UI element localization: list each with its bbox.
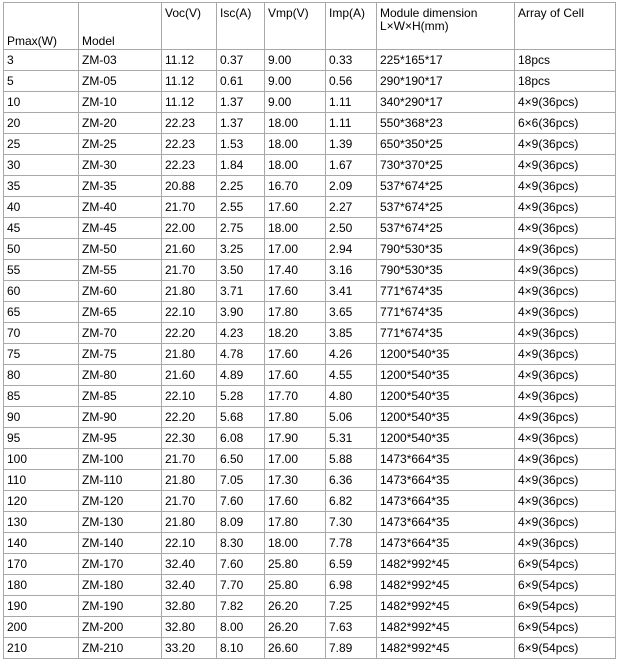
cell-voc: 22.00: [162, 218, 217, 239]
table-row: [4, 176, 616, 197]
cell-isc: 8.30: [217, 533, 265, 554]
cell-voc: 21.80: [162, 470, 217, 491]
cell-array-of-cell: 4×9(36pcs): [515, 239, 616, 260]
cell-voc: 22.20: [162, 323, 217, 344]
table-row: [4, 407, 616, 428]
cell-vmp: 17.40: [265, 260, 326, 281]
cell-isc: 3.90: [217, 302, 265, 323]
header-isc: Isc(A): [217, 3, 265, 50]
cell-isc: 0.61: [217, 71, 265, 92]
cell-module-dimension: 790*530*35: [377, 260, 515, 281]
table-row: [4, 281, 616, 302]
cell-isc: 7.60: [217, 491, 265, 512]
cell-voc: 22.23: [162, 134, 217, 155]
cell-isc: 1.37: [217, 113, 265, 134]
cell-isc: 6.50: [217, 449, 265, 470]
cell-vmp: 17.00: [265, 449, 326, 470]
table-row: [4, 239, 616, 260]
cell-voc: 22.10: [162, 386, 217, 407]
solar-module-spec-table: [3, 2, 616, 659]
cell-pmax: 85: [4, 386, 79, 407]
cell-vmp: 25.80: [265, 554, 326, 575]
cell-module-dimension: 650*350*25: [377, 134, 515, 155]
cell-module-dimension: 1473*664*35: [377, 491, 515, 512]
cell-module-dimension: 730*370*25: [377, 155, 515, 176]
table-row: [4, 512, 616, 533]
cell-array-of-cell: 4×9(36pcs): [515, 155, 616, 176]
cell-imp: 7.25: [326, 596, 377, 617]
cell-model: ZM-90: [79, 407, 162, 428]
cell-array-of-cell: 4×9(36pcs): [515, 407, 616, 428]
cell-model: ZM-130: [79, 512, 162, 533]
cell-pmax: 80: [4, 365, 79, 386]
cell-imp: 0.33: [326, 50, 377, 71]
cell-voc: 21.70: [162, 260, 217, 281]
cell-isc: 4.78: [217, 344, 265, 365]
table-row: [4, 50, 616, 71]
cell-model: ZM-180: [79, 575, 162, 596]
cell-voc: 20.88: [162, 176, 217, 197]
header-imp: Imp(A): [326, 3, 377, 50]
cell-pmax: 55: [4, 260, 79, 281]
cell-module-dimension: 340*290*17: [377, 92, 515, 113]
cell-imp: 0.56: [326, 71, 377, 92]
table-row: [4, 617, 616, 638]
cell-array-of-cell: 4×9(36pcs): [515, 491, 616, 512]
table-body: [4, 50, 616, 659]
cell-module-dimension: 771*674*35: [377, 281, 515, 302]
cell-vmp: 9.00: [265, 92, 326, 113]
cell-vmp: 17.30: [265, 470, 326, 491]
header-array-of-cell: Array of Cell: [515, 3, 616, 50]
cell-voc: 32.40: [162, 554, 217, 575]
cell-voc: 21.80: [162, 512, 217, 533]
cell-voc: 22.23: [162, 155, 217, 176]
cell-voc: 32.80: [162, 617, 217, 638]
cell-module-dimension: 537*674*25: [377, 197, 515, 218]
cell-array-of-cell: 4×9(36pcs): [515, 92, 616, 113]
cell-vmp: 17.60: [265, 281, 326, 302]
cell-array-of-cell: 4×9(36pcs): [515, 344, 616, 365]
cell-voc: 11.12: [162, 71, 217, 92]
cell-module-dimension: 771*674*35: [377, 302, 515, 323]
table-row: [4, 344, 616, 365]
cell-pmax: 170: [4, 554, 79, 575]
cell-pmax: 210: [4, 638, 79, 659]
cell-imp: 1.11: [326, 92, 377, 113]
cell-imp: 5.06: [326, 407, 377, 428]
cell-array-of-cell: 4×9(36pcs): [515, 176, 616, 197]
cell-isc: 0.37: [217, 50, 265, 71]
table-row: [4, 533, 616, 554]
cell-voc: 11.12: [162, 92, 217, 113]
cell-imp: 1.67: [326, 155, 377, 176]
cell-module-dimension: 225*165*17: [377, 50, 515, 71]
cell-imp: 1.11: [326, 113, 377, 134]
cell-isc: 1.37: [217, 92, 265, 113]
cell-model: ZM-85: [79, 386, 162, 407]
cell-pmax: 65: [4, 302, 79, 323]
cell-vmp: 17.60: [265, 491, 326, 512]
cell-voc: 22.20: [162, 407, 217, 428]
cell-voc: 21.80: [162, 281, 217, 302]
cell-isc: 8.10: [217, 638, 265, 659]
cell-array-of-cell: 4×9(36pcs): [515, 260, 616, 281]
cell-imp: 3.85: [326, 323, 377, 344]
cell-isc: 5.28: [217, 386, 265, 407]
cell-imp: 7.63: [326, 617, 377, 638]
cell-vmp: 17.70: [265, 386, 326, 407]
cell-array-of-cell: 4×9(36pcs): [515, 449, 616, 470]
cell-vmp: 16.70: [265, 176, 326, 197]
cell-array-of-cell: 4×9(36pcs): [515, 365, 616, 386]
cell-voc: 21.60: [162, 239, 217, 260]
cell-model: ZM-65: [79, 302, 162, 323]
cell-model: ZM-30: [79, 155, 162, 176]
cell-vmp: 18.00: [265, 155, 326, 176]
cell-pmax: 35: [4, 176, 79, 197]
cell-model: ZM-110: [79, 470, 162, 491]
cell-isc: 1.84: [217, 155, 265, 176]
cell-voc: 21.70: [162, 491, 217, 512]
cell-imp: 7.78: [326, 533, 377, 554]
cell-pmax: 90: [4, 407, 79, 428]
cell-vmp: 17.80: [265, 407, 326, 428]
table-row: [4, 302, 616, 323]
cell-model: ZM-45: [79, 218, 162, 239]
table-row: [4, 260, 616, 281]
table-row: [4, 71, 616, 92]
cell-model: ZM-200: [79, 617, 162, 638]
cell-model: ZM-40: [79, 197, 162, 218]
cell-vmp: 18.00: [265, 533, 326, 554]
cell-model: ZM-120: [79, 491, 162, 512]
cell-model: ZM-210: [79, 638, 162, 659]
cell-imp: 5.88: [326, 449, 377, 470]
cell-module-dimension: 1482*992*45: [377, 617, 515, 638]
cell-vmp: 26.20: [265, 596, 326, 617]
cell-array-of-cell: 4×9(36pcs): [515, 134, 616, 155]
cell-vmp: 17.80: [265, 512, 326, 533]
cell-model: ZM-75: [79, 344, 162, 365]
cell-pmax: 60: [4, 281, 79, 302]
table-row: [4, 365, 616, 386]
cell-module-dimension: 771*674*35: [377, 323, 515, 344]
table-row: [4, 134, 616, 155]
cell-vmp: 9.00: [265, 71, 326, 92]
cell-imp: 3.41: [326, 281, 377, 302]
cell-voc: 22.10: [162, 533, 217, 554]
cell-module-dimension: 550*368*23: [377, 113, 515, 134]
cell-imp: 7.89: [326, 638, 377, 659]
cell-pmax: 45: [4, 218, 79, 239]
cell-imp: 3.16: [326, 260, 377, 281]
cell-model: ZM-60: [79, 281, 162, 302]
cell-voc: 21.70: [162, 197, 217, 218]
cell-imp: 3.65: [326, 302, 377, 323]
cell-module-dimension: 1200*540*35: [377, 386, 515, 407]
cell-vmp: 17.00: [265, 239, 326, 260]
cell-voc: 21.60: [162, 365, 217, 386]
cell-array-of-cell: 4×9(36pcs): [515, 302, 616, 323]
cell-imp: 4.80: [326, 386, 377, 407]
cell-model: ZM-80: [79, 365, 162, 386]
cell-vmp: 25.80: [265, 575, 326, 596]
cell-model: ZM-140: [79, 533, 162, 554]
cell-array-of-cell: 4×9(36pcs): [515, 533, 616, 554]
cell-imp: 4.26: [326, 344, 377, 365]
header-vmp: Vmp(V): [265, 3, 326, 50]
cell-voc: 11.12: [162, 50, 217, 71]
cell-model: ZM-50: [79, 239, 162, 260]
cell-voc: 33.20: [162, 638, 217, 659]
cell-model: ZM-20: [79, 113, 162, 134]
table-row: [4, 386, 616, 407]
table-row: [4, 323, 616, 344]
cell-imp: 2.09: [326, 176, 377, 197]
cell-pmax: 95: [4, 428, 79, 449]
cell-module-dimension: 1482*992*45: [377, 575, 515, 596]
cell-vmp: 18.00: [265, 218, 326, 239]
cell-array-of-cell: 6×9(54pcs): [515, 596, 616, 617]
cell-vmp: 18.20: [265, 323, 326, 344]
cell-model: ZM-100: [79, 449, 162, 470]
cell-pmax: 5: [4, 71, 79, 92]
cell-module-dimension: 1200*540*35: [377, 407, 515, 428]
cell-isc: 7.70: [217, 575, 265, 596]
cell-module-dimension: 537*674*25: [377, 176, 515, 197]
cell-pmax: 40: [4, 197, 79, 218]
cell-isc: 2.55: [217, 197, 265, 218]
cell-imp: 6.36: [326, 470, 377, 491]
cell-model: ZM-70: [79, 323, 162, 344]
cell-model: ZM-25: [79, 134, 162, 155]
cell-model: ZM-170: [79, 554, 162, 575]
cell-isc: 8.09: [217, 512, 265, 533]
cell-pmax: 100: [4, 449, 79, 470]
cell-array-of-cell: 18pcs: [515, 71, 616, 92]
cell-pmax: 190: [4, 596, 79, 617]
cell-pmax: 10: [4, 92, 79, 113]
table-row: [4, 554, 616, 575]
cell-model: ZM-35: [79, 176, 162, 197]
table-row: [4, 155, 616, 176]
cell-array-of-cell: 6×9(54pcs): [515, 554, 616, 575]
cell-isc: 1.53: [217, 134, 265, 155]
cell-imp: 6.82: [326, 491, 377, 512]
cell-imp: 2.50: [326, 218, 377, 239]
cell-array-of-cell: 4×9(36pcs): [515, 218, 616, 239]
cell-array-of-cell: 6×6(36pcs): [515, 113, 616, 134]
table-row: [4, 575, 616, 596]
cell-imp: 2.27: [326, 197, 377, 218]
cell-module-dimension: 1200*540*35: [377, 365, 515, 386]
table-row: [4, 491, 616, 512]
cell-module-dimension: 1482*992*45: [377, 596, 515, 617]
cell-pmax: 75: [4, 344, 79, 365]
cell-module-dimension: 1473*664*35: [377, 470, 515, 491]
cell-vmp: 26.60: [265, 638, 326, 659]
header-voc: Voc(V): [162, 3, 217, 50]
table-row: [4, 449, 616, 470]
cell-isc: 7.82: [217, 596, 265, 617]
cell-pmax: 50: [4, 239, 79, 260]
cell-model: ZM-55: [79, 260, 162, 281]
cell-voc: 22.10: [162, 302, 217, 323]
cell-model: ZM-03: [79, 50, 162, 71]
cell-pmax: 30: [4, 155, 79, 176]
cell-vmp: 9.00: [265, 50, 326, 71]
cell-isc: 2.75: [217, 218, 265, 239]
cell-voc: 32.40: [162, 575, 217, 596]
cell-isc: 5.68: [217, 407, 265, 428]
cell-model: ZM-190: [79, 596, 162, 617]
cell-pmax: 110: [4, 470, 79, 491]
cell-module-dimension: 537*674*25: [377, 218, 515, 239]
cell-vmp: 17.80: [265, 302, 326, 323]
cell-module-dimension: 1200*540*35: [377, 428, 515, 449]
cell-array-of-cell: 4×9(36pcs): [515, 323, 616, 344]
cell-isc: 4.89: [217, 365, 265, 386]
cell-module-dimension: 1482*992*45: [377, 638, 515, 659]
table-row: [4, 218, 616, 239]
cell-pmax: 20: [4, 113, 79, 134]
cell-module-dimension: 1482*992*45: [377, 554, 515, 575]
cell-isc: 3.71: [217, 281, 265, 302]
cell-vmp: 18.00: [265, 113, 326, 134]
cell-pmax: 120: [4, 491, 79, 512]
cell-module-dimension: 1473*664*35: [377, 512, 515, 533]
cell-imp: 1.39: [326, 134, 377, 155]
cell-isc: 8.00: [217, 617, 265, 638]
cell-model: ZM-05: [79, 71, 162, 92]
table-row: [4, 470, 616, 491]
cell-model: ZM-95: [79, 428, 162, 449]
cell-vmp: 17.90: [265, 428, 326, 449]
cell-vmp: 18.00: [265, 134, 326, 155]
cell-vmp: 26.20: [265, 617, 326, 638]
header-model: Model: [79, 3, 162, 50]
cell-pmax: 130: [4, 512, 79, 533]
cell-vmp: 17.60: [265, 365, 326, 386]
cell-array-of-cell: 4×9(36pcs): [515, 470, 616, 491]
cell-isc: 6.08: [217, 428, 265, 449]
cell-isc: 7.60: [217, 554, 265, 575]
cell-array-of-cell: 6×9(54pcs): [515, 617, 616, 638]
cell-imp: 7.30: [326, 512, 377, 533]
cell-module-dimension: 1473*664*35: [377, 449, 515, 470]
cell-pmax: 3: [4, 50, 79, 71]
cell-array-of-cell: 4×9(36pcs): [515, 386, 616, 407]
table-row: [4, 428, 616, 449]
header-pmax: Pmax(W): [4, 3, 79, 50]
cell-vmp: 17.60: [265, 344, 326, 365]
cell-imp: 2.94: [326, 239, 377, 260]
cell-isc: 7.05: [217, 470, 265, 491]
cell-model: ZM-10: [79, 92, 162, 113]
cell-voc: 21.80: [162, 344, 217, 365]
cell-array-of-cell: 4×9(36pcs): [515, 281, 616, 302]
cell-array-of-cell: 18pcs: [515, 50, 616, 71]
cell-isc: 4.23: [217, 323, 265, 344]
cell-pmax: 25: [4, 134, 79, 155]
cell-array-of-cell: 4×9(36pcs): [515, 428, 616, 449]
table-row: [4, 197, 616, 218]
cell-module-dimension: 290*190*17: [377, 71, 515, 92]
cell-pmax: 180: [4, 575, 79, 596]
cell-voc: 32.80: [162, 596, 217, 617]
cell-module-dimension: 790*530*35: [377, 239, 515, 260]
cell-pmax: 70: [4, 323, 79, 344]
header-module-dimension: Module dimension L×W×H(mm): [377, 3, 515, 50]
cell-voc: 22.23: [162, 113, 217, 134]
cell-imp: 5.31: [326, 428, 377, 449]
cell-vmp: 17.60: [265, 197, 326, 218]
cell-imp: 6.98: [326, 575, 377, 596]
cell-array-of-cell: 6×9(54pcs): [515, 638, 616, 659]
cell-array-of-cell: 6×9(54pcs): [515, 575, 616, 596]
table-row: [4, 113, 616, 134]
cell-array-of-cell: 4×9(36pcs): [515, 512, 616, 533]
cell-pmax: 140: [4, 533, 79, 554]
cell-imp: 6.59: [326, 554, 377, 575]
cell-voc: 22.30: [162, 428, 217, 449]
table-header-row: [4, 3, 616, 50]
cell-imp: 4.55: [326, 365, 377, 386]
cell-module-dimension: 1200*540*35: [377, 344, 515, 365]
table-row: [4, 596, 616, 617]
table-row: [4, 92, 616, 113]
cell-pmax: 200: [4, 617, 79, 638]
table-row: [4, 638, 616, 659]
cell-module-dimension: 1473*664*35: [377, 533, 515, 554]
cell-isc: 2.25: [217, 176, 265, 197]
cell-isc: 3.25: [217, 239, 265, 260]
cell-isc: 3.50: [217, 260, 265, 281]
cell-voc: 21.70: [162, 449, 217, 470]
cell-array-of-cell: 4×9(36pcs): [515, 197, 616, 218]
